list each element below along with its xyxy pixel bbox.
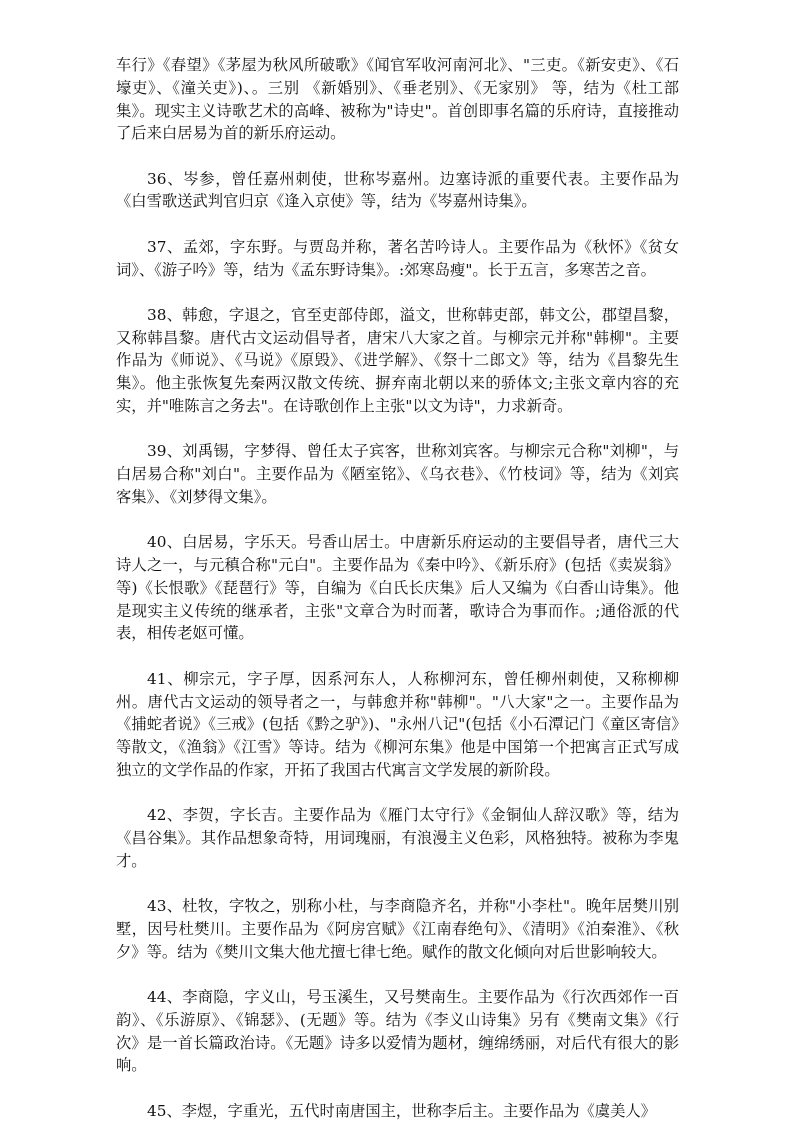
paragraph-36-censhen [116,168,679,214]
paragraph-38-hanyu [116,304,679,418]
paragraph-text: 、白居易，字乐天。号香山居士。中唐新乐府运动的主要倡导者，唐代三大诗人之一，与元稹合称"元白"。主要作品为《秦中吟》、《新乐府》(包括《卖炭翁》等)《长恨歌》《琵琶行》等，自编为《白氏长庆集》后人又编为《白香山诗集》。他是现实主义传统的继承者，主张"文章合为时而著，歌诗合为事而作。;通俗派的代表，相传老妪可懂。 [116,533,679,643]
paragraph-42-lihe [116,804,679,872]
paragraph-number: 44 [147,988,167,1006]
paragraph-text: 、柳宗元，字子厚，因系河东人，人称柳河东，曾任柳州刺使，又称柳柳州。唐代古文运动的领导者之一，与韩愈并称"韩柳"。"八大家"之一。主要作品为《捕蛇者说》《三戒》(包括《黔之驴》)、"永州八记"(包括《小石潭记门《童区寄信》等散文，《渔翁》《江雪》等诗。结为《柳河东集》他是中国第一个把寓言正式写成独立的文学作品的作家，开拓了我国古代寓言文学发展的新阶段。 [116,669,679,779]
paragraph-44-lishangyin [116,986,679,1077]
paragraph-text: 、李贺，字长吉。主要作品为《雁门太守行》《金铜仙人辞汉歌》等，结为《昌谷集》。其作品想象奇特，用词瑰丽，有浪漫主义色彩，风格独特。被称为李鬼才。 [116,806,679,870]
paragraph-40-baijuyi [116,531,679,645]
paragraph-number: 37 [147,237,167,256]
paragraph-number: 41 [147,669,167,688]
paragraph-39-liuyuxi [116,440,679,508]
paragraph-number: 40 [147,533,167,552]
paragraph-text: 、李煜，字重光，五代时南唐国主，世称李后主。主要作品为《虞美人》 [166,1101,656,1120]
paragraph-text: 、韩愈，字退之，官至吏部侍郎，溢文，世称韩吏部，韩文公，郡望昌黎，又称韩昌黎。唐代古文运动倡导者，唐宋八大家之首。与柳宗元并称"韩柳"。主要作品为《师说》、《马说》《原毁》、《进学解》、《祭十二郎文》等，结为《昌黎先生集》。他主张恢复先秦两汉散文传统、摒弃南北朝以来的骄体文;主张文章内容的充实，并"唯陈言之务去"。在诗歌创作上主张"以文为诗"，力求新奇。 [116,305,679,416]
paragraph-dufu-continued [116,54,679,145]
paragraph-text: 、岑参，曾任嘉州刺使，世称岑嘉州。边塞诗派的重要代表。主要作品为《白雪歌送武判官归京《逢入京使》等，结为《岑嘉州诗集》。 [116,169,679,211]
paragraph-text: 、杜牧，字牧之，别称小杜，与李商隐齐名，并称"小李杜"。晚年居樊川别墅，因号杜樊川。主要作品为《阿房宫赋》《江南春绝句》、《清明》《泊秦淮》、《秋夕》等。结为《樊川文集大他尤擅七律七绝。赋作的散文化倾向对后世影响较大。 [116,897,679,961]
paragraph-number: 45 [147,1101,167,1120]
document-body [116,54,679,1123]
paragraph-text: 、刘禹锡，字梦得、曾任太子宾客，世称刘宾客。与柳宗元合称"刘柳"，与白居易合称"刘白"。主要作品为《陋室铭》、《乌衣巷》、《竹枝词》等，结为《刘宾客集》、《刘梦得文集》。 [116,442,679,506]
paragraph-41-liuzongyuan [116,668,679,782]
paragraph-text: 、孟郊，字东野。与贾岛并称，著名苦吟诗人。主要作品为《秋怀》《贫女词》、《游子吟》等，结为《孟东野诗集》。:郊寒岛瘦"。长于五言，多寒苦之音。 [116,237,679,279]
paragraph-number: 38 [147,305,167,324]
paragraph-number: 36 [147,169,167,188]
paragraph-45-liyu [116,1100,679,1123]
paragraph-number: 39 [147,442,167,461]
paragraph-43-dumu [116,895,679,963]
paragraph-text: 、李商隐，字义山，号玉溪生，又号樊南生。主要作品为《行次西郊作一百韵》、《乐游原》、《锦瑟》、(无题》等。结为《李义山诗集》另有《樊南文集》《行次》是一首长篇政治诗。《无题》诗多以爱情为题材，缠绵绣丽，对后代有很大的影响。 [116,988,679,1075]
paragraph-37-mengjiao [116,236,679,282]
paragraph-number: 42 [147,806,167,825]
paragraph-text: 车行》《春望》《茅屋为秋风所破歌》《闻官军收河南河北》、"三吏。《新安吏》、《石壕吏》、《潼关吏》)、。三别 《新婚别》、《垂老别》、《无家别》 等，结为《杜工部集》。现实主义诗歌艺术的高峰、被称为"诗史"。首创即事名篇的乐府诗，直接推动了后来白居易为首的新乐府运动。 [116,56,679,143]
paragraph-number: 43 [147,897,167,916]
